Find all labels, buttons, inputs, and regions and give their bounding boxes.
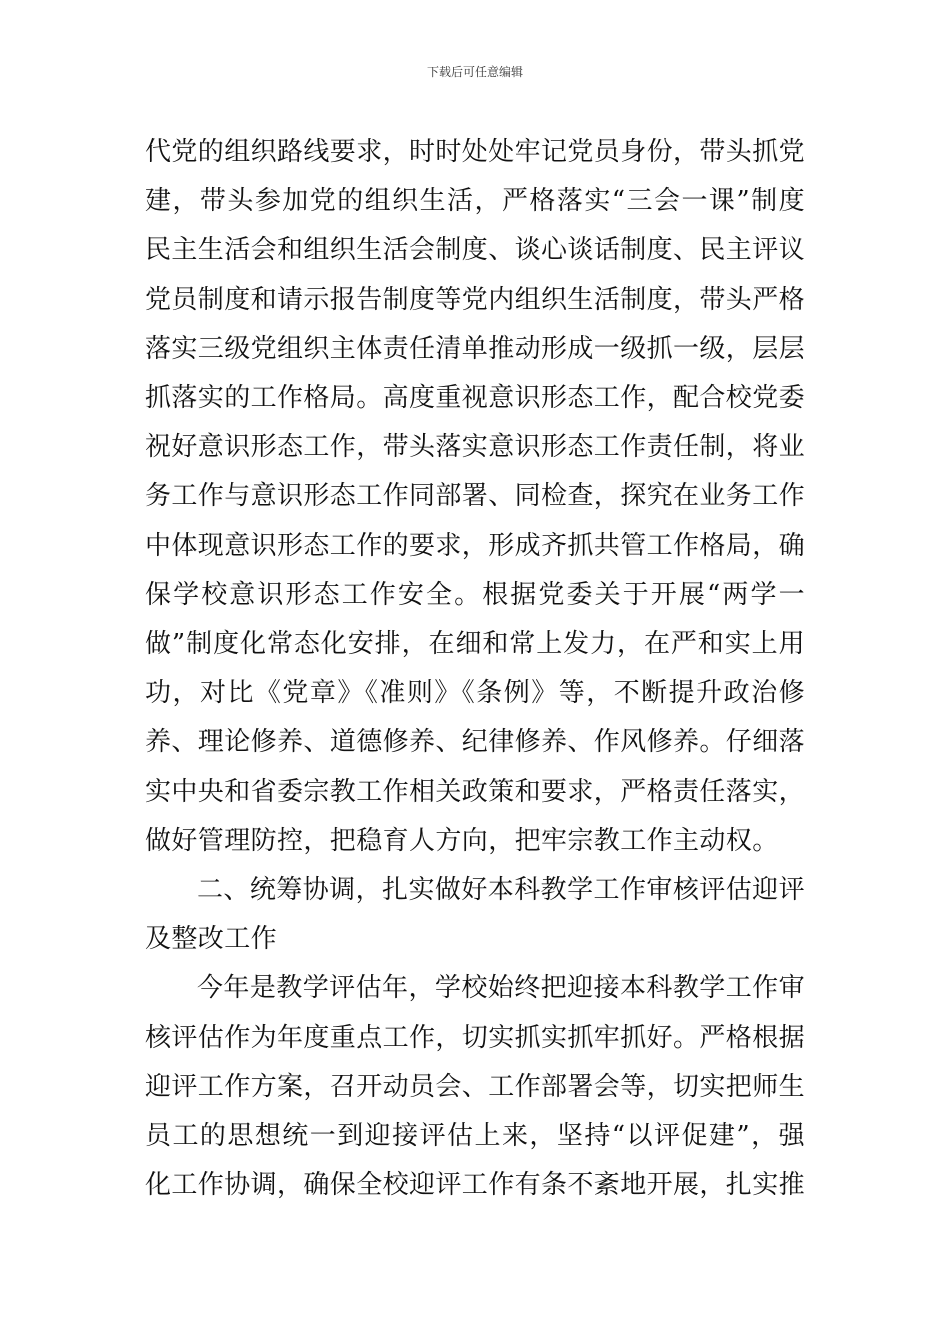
paragraph-3: 今年是教学评估年，学校始终把迎接本科教学工作审核评估作为年度重点工作，切实抓实抓牢抓好。严格根据迎评工作方案，召开动员会、工作部署会等，切实把师生员工的思想统一到迎接评估上来，坚持“以评促建”，强化工作协调，确保全校迎评工作有条不紊地开展，扎实推: [145, 973, 806, 1201]
section-heading-2: 二、统筹协调，扎实做好本科教学工作审核评估迎评及整改工作: [145, 875, 805, 955]
paragraph-1: 代党的组织路线要求，时时处处牢记党员身份，带头抓党建，带头参加党的组织生活，严格落实“三会一课”制度民主生活会和组织生活会制度、谈心谈话制度、民主评议党员制度和请示报告制度等党内组织生活制度，带头严格落实三级党组织主体责任清单推动形成一级抓一级，层层抓落实的工作格局。高度重视意识形态工作，配合校党委祝好意识形态工作，带头落实意识形态工作责任制，将业务工作与意识形态工作同部署、同检查，探究在业务工作中体现意识形态工作的要求，形成齐抓共管工作格局，确保学校意识形态工作安全。根据党委关于开展“两学一做”制度化常态化安排，在细和常上发力，在严和实上用功，对比《党章》《准则》《条例》等，不断提升政治修养、理论修养、道德修养、纪律修养、作风修养。仔细落实中央和省委宗教工作相关政策和要求，严格责任落实，做好管理防控，把稳育人方向，把牢宗教工作主动权。: [145, 137, 806, 856]
page-header-note: 下载后可任意编辑: [426, 65, 523, 79]
document-body: [145, 128, 805, 1210]
